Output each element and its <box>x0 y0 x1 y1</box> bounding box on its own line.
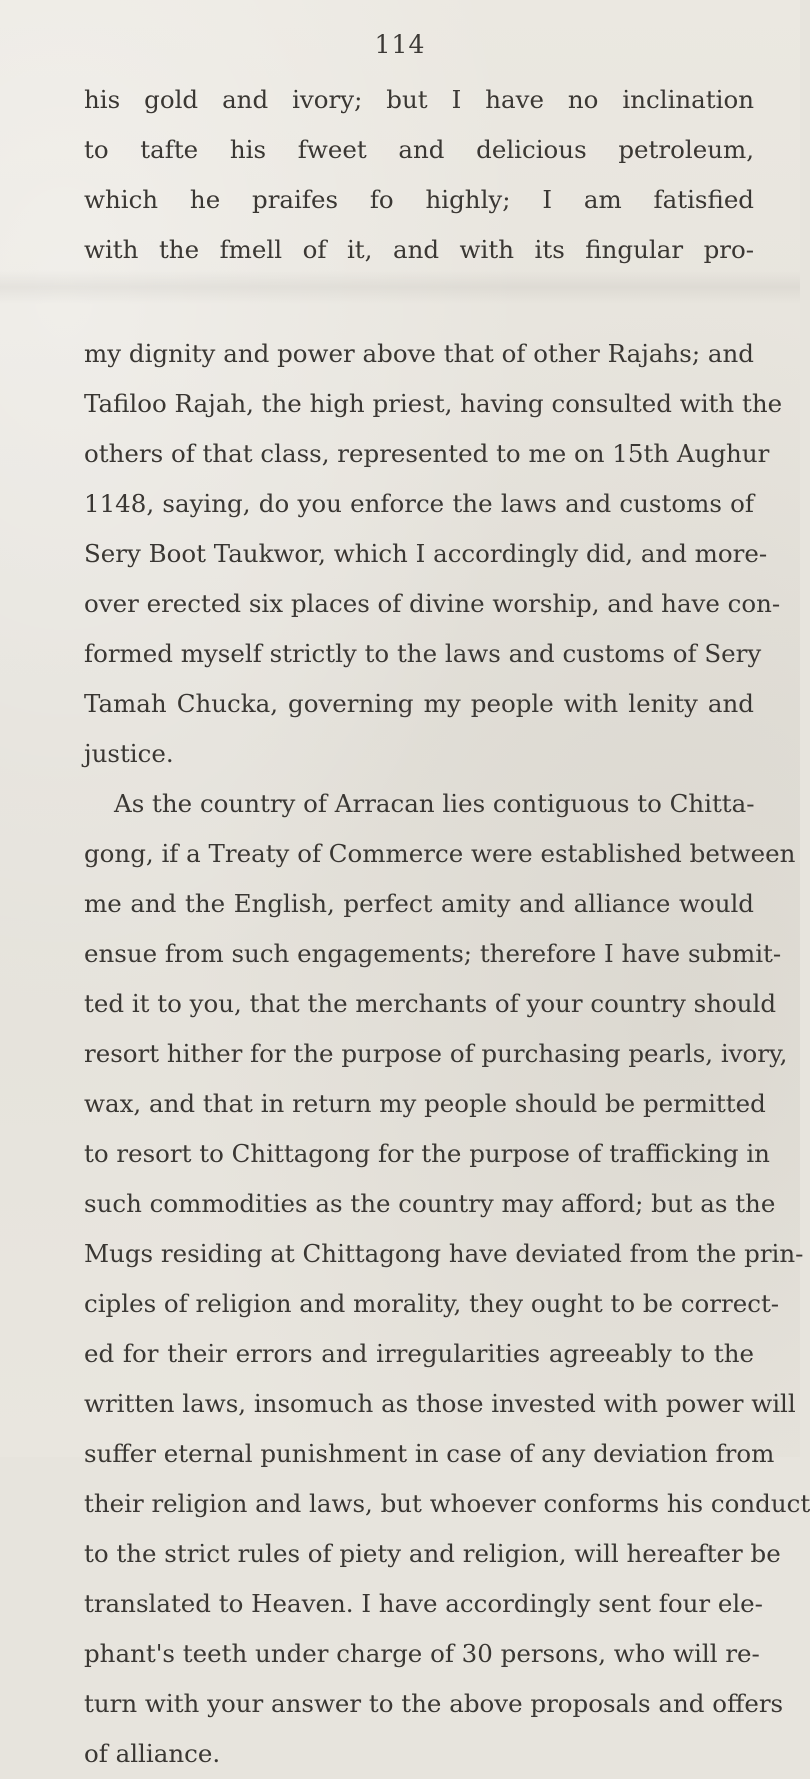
text-line: which he praifes fo highly; I am fatisfied <box>84 185 754 214</box>
text-line: wax, and that in return my people should be permitted <box>84 1089 766 1118</box>
text-line: ensue from such engagements; therefore I have submit- <box>84 939 782 968</box>
text-line: Sery Boot Taukwor, which I accordingly did, and more- <box>84 539 768 568</box>
text-line: my dignity and power above that of other Rajahs; and <box>84 339 754 368</box>
text-line: ed for their errors and irregularities agreeably to the <box>84 1339 754 1368</box>
text-line: ciples of religion and morality, they ought to be correct- <box>84 1289 780 1318</box>
text-line: formed myself strictly to the laws and customs of Sery <box>84 639 762 668</box>
text-line: ted it to you, that the merchants of your country should <box>84 989 777 1018</box>
page-number: 114 <box>374 30 426 59</box>
text-line: to resort to Chittagong for the purpose of trafficking in <box>84 1139 770 1168</box>
text-line: with the fmell of it, and with its fingular pro- <box>84 235 754 264</box>
text-line: translated to Heaven. I have accordingly sent four ele- <box>84 1589 763 1618</box>
first-text-fragment <box>84 75 754 275</box>
text-line: over erected six places of divine worship, and have con- <box>84 589 781 618</box>
text-line: resort hither for the purpose of purchasing pearls, ivory, <box>84 1039 788 1068</box>
text-line: Mugs residing at Chittagong have deviated from the prin- <box>84 1239 804 1268</box>
main-text-body <box>84 329 810 1779</box>
text-line: 1148, saying, do you enforce the laws and customs of <box>84 489 754 518</box>
paragraph-start-line: As the country of Arracan lies contiguous to Chitta- <box>114 789 755 818</box>
text-line: his gold and ivory; but I have no inclination <box>84 85 754 114</box>
text-line: phant's teeth under charge of 30 persons, who will re- <box>84 1639 760 1668</box>
text-line: such commodities as the country may afford; but as the <box>84 1189 776 1218</box>
text-line: turn with your answer to the above proposals and offers <box>84 1689 784 1718</box>
text-line: their religion and laws, but whoever conforms his conduct <box>84 1489 810 1518</box>
text-line: others of that class, represented to me on 15th Aughur <box>84 439 770 468</box>
page-seam <box>0 270 800 304</box>
text-line: Tafiloo Rajah, the high priest, having consulted with the <box>84 389 783 418</box>
text-line: of alliance. <box>84 1739 221 1768</box>
text-line: gong, if a Treaty of Commerce were established between <box>84 839 796 868</box>
text-line: justice. <box>84 739 174 768</box>
text-line: to the strict rules of piety and religion, will hereafter be <box>84 1539 781 1568</box>
text-line: suffer eternal punishment in case of any deviation from <box>84 1439 775 1468</box>
text-line: to tafte his fweet and delicious petroleum, <box>84 135 754 164</box>
text-line: me and the English, perfect amity and alliance would <box>84 889 754 918</box>
text-line: Tamah Chucka, governing my people with lenity and <box>84 689 754 718</box>
text-line: written laws, insomuch as those invested with power will <box>84 1389 796 1418</box>
